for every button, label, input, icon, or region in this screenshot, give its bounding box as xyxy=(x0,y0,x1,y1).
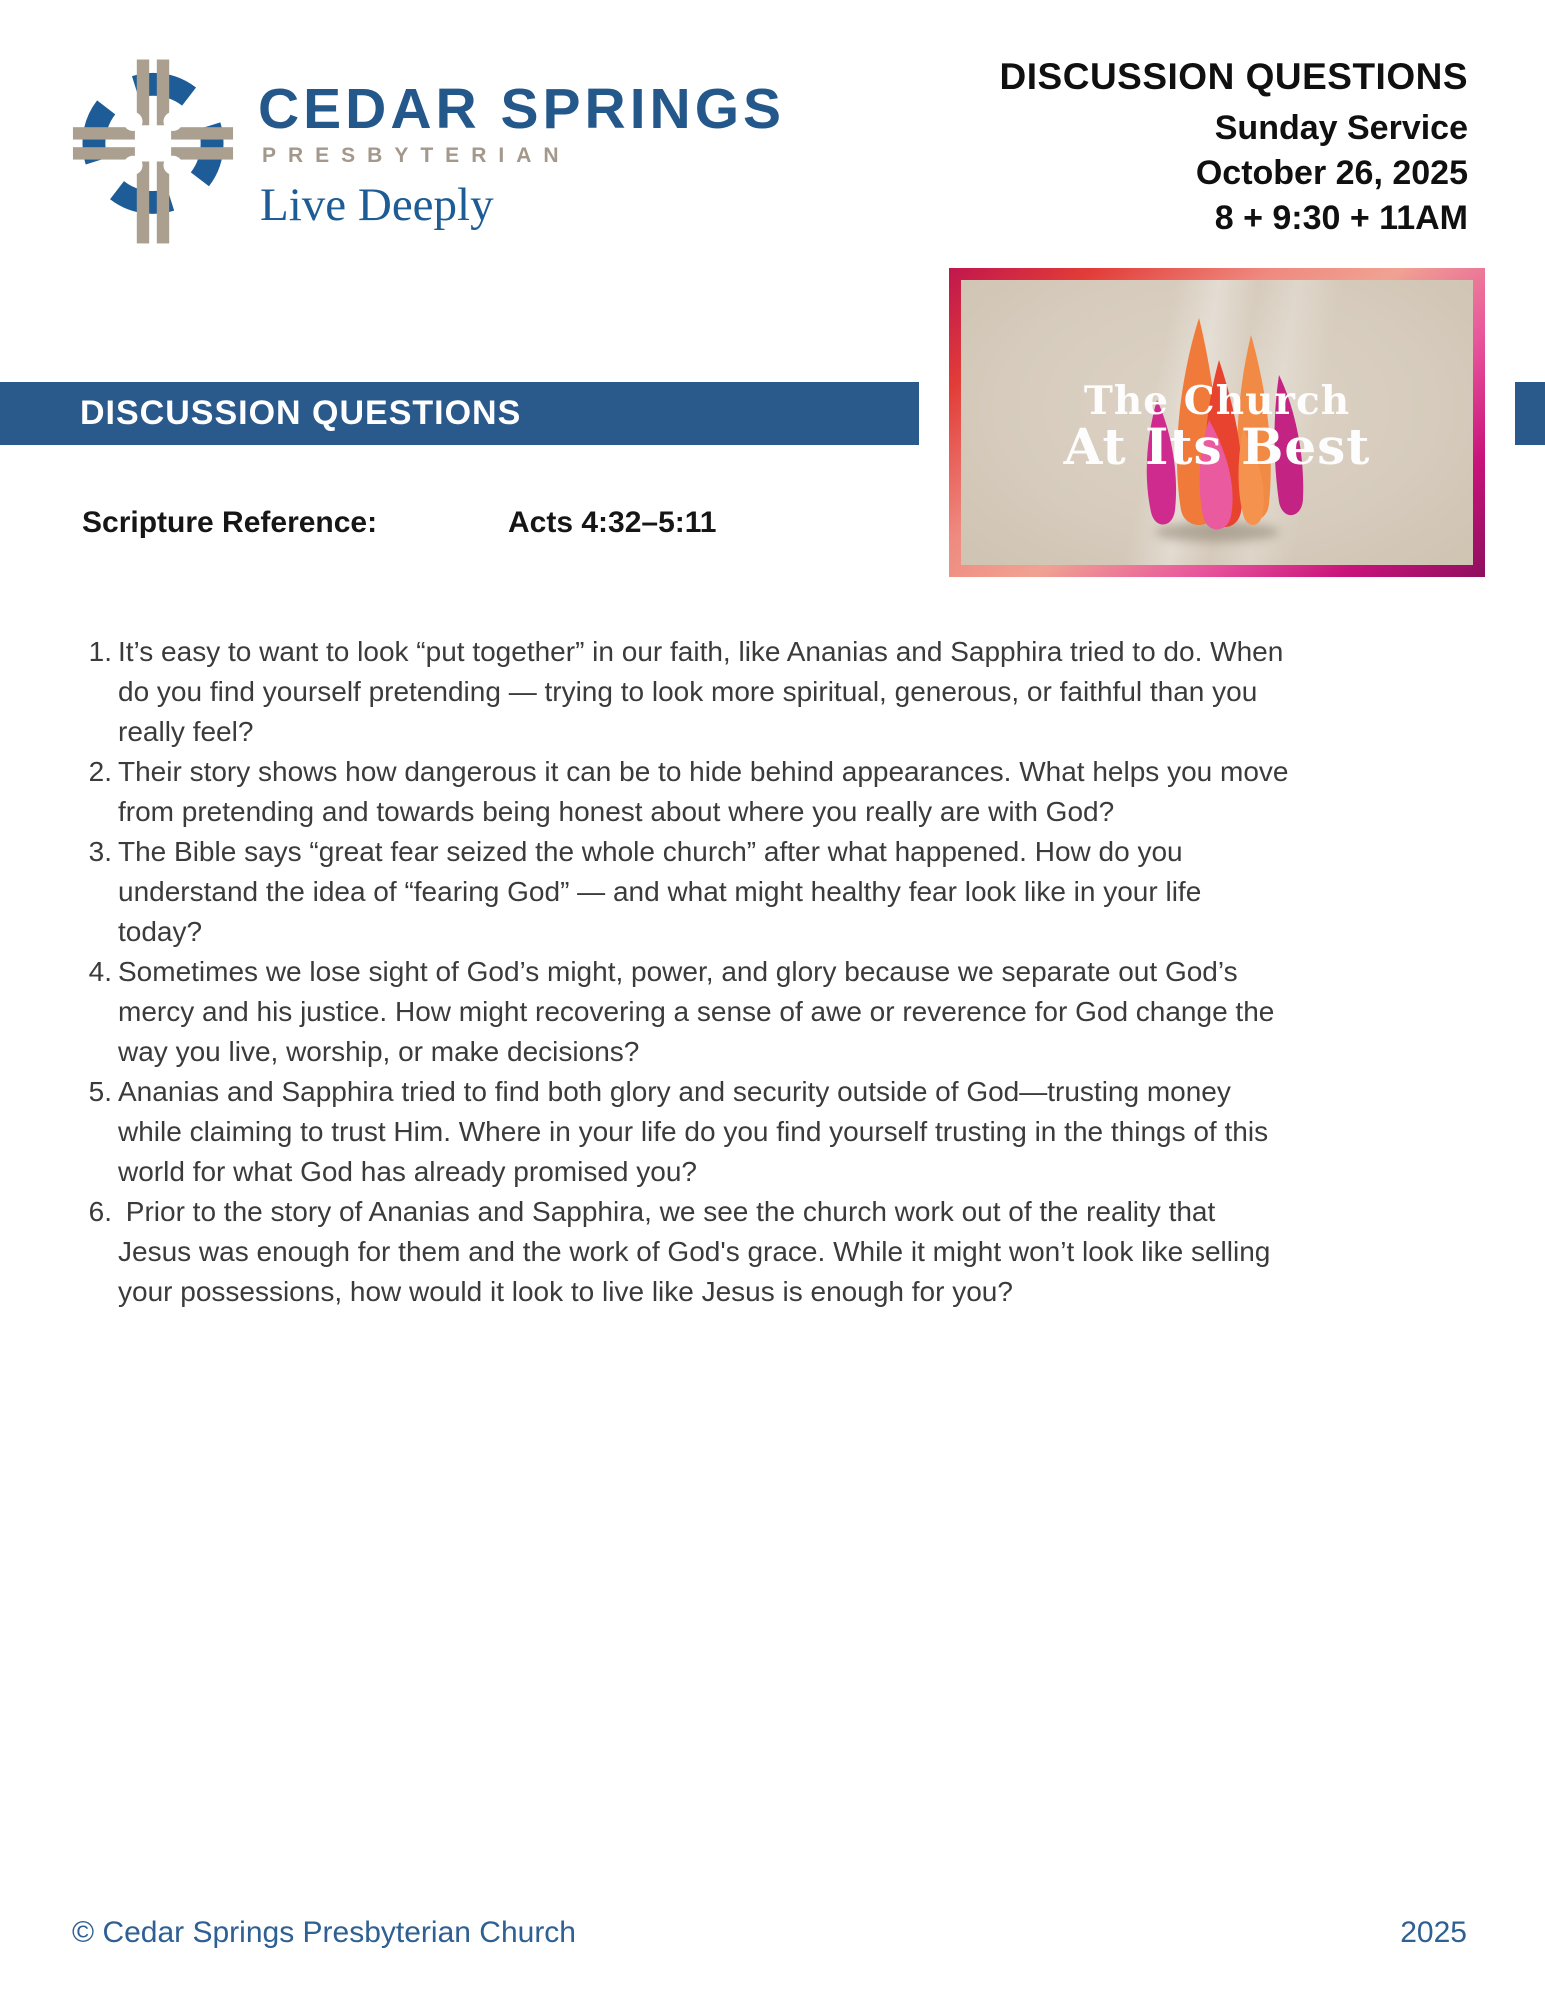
scripture-value: Acts 4:32–5:11 xyxy=(508,506,717,539)
question-number: 1. xyxy=(88,636,112,667)
question-text: It’s easy to want to look “put together” in our faith, like Ananias and Sapphira tried to do. When do you find yourself pretending — trying to look more spiritual, generous, or faithful than you really feel? xyxy=(118,636,1292,747)
question-item xyxy=(70,1192,1315,1312)
question-text: Sometimes we lose sight of God’s might, power, and glory because we separate out God’s mercy and his justice. How might recovering a sense of awe or reverence for God change the way you live, worship, or make decisions? xyxy=(118,956,1283,1067)
section-banner-title: DISCUSSION QUESTIONS xyxy=(80,394,522,432)
footer-year: 2025 xyxy=(1400,1916,1467,1949)
question-item xyxy=(70,1072,1315,1192)
question-item xyxy=(70,952,1315,1072)
footer-copyright: © Cedar Springs Presbyterian Church xyxy=(72,1916,576,1949)
sermon-graphic-background xyxy=(961,280,1473,565)
question-text: Prior to the story of Ananias and Sapphira, we see the church work out of the reality that Jesus was enough for them and the work of God's grace. While it might won’t look like selling your possessions, how would it look to live like Jesus is enough for you? xyxy=(118,1196,1279,1307)
question-text: The Bible says “great fear seized the whole church” after what happened. How do you understand the idea of “fearing God” — and what might healthy fear look like in your life today? xyxy=(118,836,1210,947)
church-name: CEDAR SPRINGS xyxy=(258,77,786,141)
question-item xyxy=(70,752,1315,832)
question-item xyxy=(70,832,1315,952)
header-title: DISCUSSION QUESTIONS xyxy=(999,56,1468,97)
document-header xyxy=(1000,56,1468,241)
sermon-series-graphic xyxy=(949,268,1485,577)
section-banner xyxy=(0,382,919,445)
question-number: 2. xyxy=(88,756,112,787)
questions-list xyxy=(70,632,1315,1312)
sermon-title-line1: The Church xyxy=(1083,377,1351,424)
scripture-label: Scripture Reference: xyxy=(82,506,378,539)
header-date: October 26, 2025 xyxy=(1195,154,1468,192)
header-service: Sunday Service xyxy=(1214,109,1468,147)
section-banner-right-segment xyxy=(1515,382,1545,445)
question-number: 4. xyxy=(88,956,112,987)
sermon-series-title xyxy=(961,280,1473,565)
scripture-reference-row xyxy=(0,506,949,546)
sermon-title-line2: At Its Best xyxy=(1063,416,1371,476)
question-number: 3. xyxy=(88,836,112,867)
question-number: 5. xyxy=(88,1076,112,1107)
church-denomination: PRESBYTERIAN xyxy=(262,144,571,167)
church-tagline: Live Deeply xyxy=(260,179,494,231)
question-number: 6. xyxy=(88,1196,112,1227)
header-times: 8 + 9:30 + 11AM xyxy=(1214,199,1468,237)
question-text: Ananias and Sapphira tried to find both glory and security outside of God—trusting money while claiming to trust Him. Where in your life do you find yourself trusting in the things of this world for what God has already promised you? xyxy=(118,1076,1276,1187)
question-item xyxy=(70,632,1315,752)
question-text: Their story shows how dangerous it can be to hide behind appearances. What helps you move from pretending and towards being honest about where you really are with God? xyxy=(118,756,1297,827)
celtic-cross-icon xyxy=(72,52,234,250)
